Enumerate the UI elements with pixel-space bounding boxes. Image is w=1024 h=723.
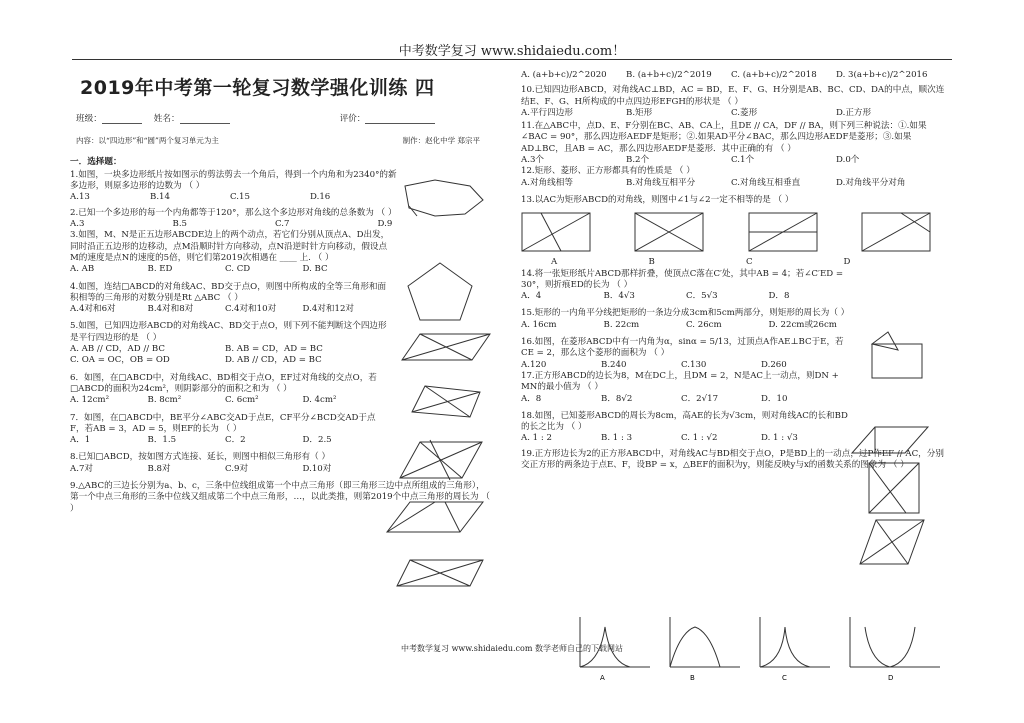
q10-text: 10.已知四边形ABCD，对角线AC⊥BD，AC = BD，E、F、G、H分别是AB、BC、CD、DA的中点，顺次连结E、F、G、H所构成的中点四边形EFGH的形状是 （ ）: [521, 85, 945, 107]
q14-fold-figure: [858, 330, 928, 382]
q6-opt-a[interactable]: A. 12cm²: [70, 395, 110, 406]
q10-opt-d[interactable]: D.正方形: [836, 107, 872, 118]
q10-opt-a[interactable]: A.平行四边形: [521, 107, 573, 118]
q1-options: [70, 192, 400, 203]
question-10: [521, 85, 951, 119]
q11-options: [521, 155, 951, 166]
q5-options-2: [70, 355, 390, 366]
question-14: [521, 269, 861, 303]
q4-opt-a[interactable]: A.4对和6对: [70, 304, 116, 315]
q16-opt-b[interactable]: B.240: [601, 359, 627, 370]
q11-text: 11.在△ABC中，点D、E、F分别在BC、AB、CA上，且DE // CA，DF // BA，则下列三种说法：①.如果∠BAC = 90°，那么四边形AEDF是矩形；②.如果AD平分∠BAC，那么四边形AEDF是菱形；③.如果AD⊥BC，且AB = AC，那么四边形AEDF是菱形．其中正确的有 （ ）: [521, 121, 927, 154]
q4-options: [70, 304, 390, 315]
q1-polygon-figure: [395, 178, 485, 218]
q9-opt-a[interactable]: A. (a+b+c)/2^2020: [521, 70, 607, 80]
q5-opt-c[interactable]: C. OA = OC，OB = OD: [70, 355, 170, 366]
q16-opt-d[interactable]: D.260: [761, 359, 787, 370]
q3-text: 3.如图，M、N是正五边形ABCDE边上的两个动点，若它们分别从顶点A、D出发，同时沿正五边形的边移动，点M沿顺时针方向移动，点N沿逆时针方向移动，假设点M的速度是点N的速度的5倍，则它们第2019次相遇在 ____ 上. （ ）: [70, 230, 390, 263]
q17-opt-c[interactable]: C．2√17: [681, 393, 719, 404]
author-note: 制作：赵化中学 郑宗平: [402, 136, 480, 146]
q14-opt-d[interactable]: D．8: [768, 291, 790, 302]
q18-rhombus-figure: [858, 518, 928, 568]
name-label: 姓名：: [153, 114, 180, 124]
q12-opt-a[interactable]: A.对角线相等: [521, 177, 573, 188]
class-label: 班级：: [76, 114, 102, 124]
header-rule: [72, 59, 952, 60]
q14-opt-c[interactable]: C．5√3: [686, 291, 718, 302]
q2-text: 2.已知一个多边形的每一个内角都等于120°，那么这个多边形对角线的总条数为 （ ）: [70, 207, 397, 218]
q11-opt-c[interactable]: C.1个: [731, 155, 755, 166]
q17-options: [521, 394, 851, 405]
q7-opt-d[interactable]: D．2.5: [302, 435, 332, 446]
q3-pentagon-figure: [400, 258, 480, 323]
q5-text: 5.如图，已知四边形ABCD的对角线AC、BD交于点O，则下列不能判断这个四边形是平行四边形的是 （ ）: [70, 321, 387, 343]
q17-square-figure: [868, 462, 920, 514]
q12-text: 12.矩形、菱形、正方形都具有的性质是 （ ）: [521, 166, 695, 177]
question-8: [70, 452, 390, 475]
q17-opt-a[interactable]: A．8: [521, 393, 542, 404]
q8-text: 8.已知□ABCD，按如图方式连接、延长，则图中相似三角形有（ ）: [70, 452, 331, 463]
question-7: [70, 413, 390, 447]
q1-opt-b[interactable]: B.14: [150, 192, 170, 203]
q13-figure-d[interactable]: [861, 212, 931, 257]
q7-text: 7．如图，在□ABCD中，BE平分∠ABC交AD于点E，CF平分∠BCD交AD于点F，若AB = 3，AD = 5，则EF的长为 （ ）: [70, 412, 376, 434]
q13-figure-a[interactable]: [521, 212, 591, 257]
section-heading: 一．选择题：: [70, 156, 122, 167]
q19-label-b: B: [690, 674, 695, 682]
q8-options: [70, 464, 390, 475]
q18-opt-a[interactable]: A. 1 : 2: [521, 433, 552, 444]
q12-opt-c[interactable]: C.对角线互相垂直: [731, 177, 801, 188]
q4-opt-c[interactable]: C.4对和10对: [225, 304, 277, 315]
q19-text: 19.正方形边长为2的正方形ABCD中，对角线AC与BD相交于点O，P是BD上的一动点，过P作EF // AC，分别交正方形的两条边于点E、F，设BP = x，△BEF的面积为y，则能反映y与x的函数关系的图象为 （ ）: [521, 448, 944, 471]
q13-opt-c[interactable]: C: [746, 257, 753, 268]
q15-options: [521, 320, 861, 331]
q19-label-c: C: [782, 674, 787, 682]
q10-opt-b[interactable]: B.矩形: [626, 107, 653, 118]
q13-text: 13.以AC为矩形ABCD的对角线，则图中∠1与∠2一定不相等的是 （ ）: [521, 194, 794, 205]
q13-options: [521, 257, 951, 268]
q18-options: [521, 433, 851, 444]
q7-options: [70, 435, 390, 446]
q11-opt-a[interactable]: A.3个: [521, 155, 544, 166]
q14-text: 14.将一张矩形纸片ABCD那样折叠，使顶点C落在C′处，其中AB = 4；若∠C′ED = 30°，则折痕ED的长为 （ ）: [521, 268, 844, 290]
student-info-row: [76, 114, 490, 125]
q8-opt-a[interactable]: A.7对: [70, 463, 93, 474]
q14-opt-b[interactable]: B．4√3: [603, 291, 635, 302]
q14-options: [521, 291, 861, 302]
site-header: 中考数学复习 www.shidaiedu.com！: [398, 44, 626, 59]
question-18: [521, 411, 851, 445]
q7-parallelogram-figure: [385, 500, 485, 535]
q16-rhombus-figure: [850, 425, 930, 455]
q2-opt-b[interactable]: B.5: [172, 219, 188, 230]
q5-quadrilateral-figure: [410, 384, 485, 419]
q18-opt-d[interactable]: D. 1 : √3: [761, 433, 798, 444]
question-6: [70, 373, 390, 407]
q5-opt-b[interactable]: B. AB = CD，AD = BC: [225, 344, 323, 355]
q15-text: 15.矩形的一内角平分线把矩形的一条边分成3cm和5cm两部分，则矩形的周长为（ ）: [521, 308, 850, 319]
q5-options-1: [70, 344, 390, 355]
class-blank[interactable]: [102, 114, 142, 124]
worksheet-title: 2019年中考第一轮复习数学强化训练 四: [80, 77, 435, 99]
q6-shaded-parallelogram-figure: [400, 440, 485, 480]
q18-opt-c[interactable]: C. 1 : √2: [681, 433, 718, 444]
site-footer: 中考数学复习 www.shidaiedu.com 数学老师自己的下载网站: [401, 644, 623, 653]
q9-opt-b[interactable]: B. (a+b+c)/2^2019: [626, 70, 712, 80]
q13-figures: [521, 212, 951, 257]
q10-options: [521, 108, 951, 119]
question-16: [521, 337, 851, 371]
question-12: [521, 166, 951, 189]
q6-text: 6．如图，在□ABCD中，对角线AC、BD相交于点O，EF过对角线的交点O，若□ABCD的面积为24cm²，则阴影部分的面积之和为 （ ）: [70, 372, 377, 394]
q3-opt-b[interactable]: B. ED: [147, 264, 173, 275]
q6-opt-c[interactable]: C. 6cm²: [225, 395, 259, 406]
q19-label-d: D: [888, 674, 894, 682]
question-13: [521, 195, 951, 269]
q12-opt-b[interactable]: B.对角线互相平分: [626, 177, 696, 188]
q18-opt-b[interactable]: B. 1 : 3: [601, 433, 633, 444]
q9-options: [521, 70, 951, 81]
q13-opt-d[interactable]: D: [843, 257, 851, 268]
question-1: [70, 170, 400, 204]
q18-text: 18.如图，已知菱形ABCD的周长为8cm，高AE的长为√3cm，则对角线AC的长和BD的长之比为 （ ）: [521, 410, 848, 433]
score-label: 评价：: [339, 114, 366, 124]
q16-opt-c[interactable]: C.130: [681, 359, 707, 370]
q16-options: [521, 360, 851, 371]
q13-figure-b[interactable]: [634, 212, 704, 257]
question-4: [70, 282, 390, 316]
q2-opt-a[interactable]: A.3: [70, 219, 85, 230]
q11-opt-d[interactable]: D.0个: [836, 155, 860, 166]
q6-opt-b[interactable]: B. 8cm²: [147, 395, 182, 406]
name-blank[interactable]: [180, 114, 230, 124]
q9-text: 9.△ABC的三边长分别为a、b、c，三条中位线组成第一个中点三角形（即三角形三边中点所组成的三角形），第一个中点三角形的三条中位线又组成第二个中点三角形，…，以此类推，则第2019个中点三角形的周长为 （ ）: [70, 481, 490, 514]
q3-opt-a[interactable]: A. AB: [70, 264, 95, 275]
score-blank[interactable]: [365, 114, 435, 124]
q3-opt-d[interactable]: D. BC: [302, 264, 328, 275]
q1-text: 1.如图，一块多边形纸片按如图示的剪法剪去一个角后，得到一个内角和为2340°的新多边形，则原多边形的边数为 （ ）: [70, 169, 397, 192]
q8-opt-d[interactable]: D.10对: [302, 463, 332, 474]
question-5: [70, 321, 390, 366]
q17-text: 17.正方形ABCD的边长为8，M在DC上，且DM = 2，N是AC上一动点，则DN + MN的最小值为 （ ）: [521, 370, 839, 393]
q17-opt-d[interactable]: D．10: [761, 393, 788, 404]
q16-text: 16.如图，在菱形ABCD中有一内角为α，sinα = 5/13，过顶点A作AE⊥BC于E，若CE = 2，那么这个菱形的面积为 （ ）: [521, 337, 844, 359]
q2-options: [70, 219, 490, 230]
q1-opt-c[interactable]: C.15: [230, 192, 250, 203]
q13-opt-a[interactable]: A: [551, 257, 558, 268]
q12-opt-d[interactable]: D.对角线平分对角: [836, 177, 906, 188]
q5-opt-d[interactable]: D. AB // CD，AD = BC: [225, 355, 322, 366]
q9-opt-d[interactable]: D. 3(a+b+c)/2^2016: [836, 70, 928, 80]
q11-opt-b[interactable]: B.2个: [626, 155, 650, 166]
q5-opt-a[interactable]: A. AB // CD，AD // BC: [70, 344, 165, 355]
question-3: [70, 230, 390, 275]
q4-parallelogram-figure: [402, 332, 492, 362]
q1-opt-d[interactable]: D.16: [310, 192, 331, 203]
q2-opt-c[interactable]: C.7: [275, 219, 290, 230]
q17-opt-b[interactable]: B．8√2: [601, 393, 633, 404]
content-note: 内容：以“四边形”和“圆”两个复习单元为主: [76, 136, 219, 146]
q13-figure-c[interactable]: [748, 212, 818, 257]
note-row: [76, 135, 490, 146]
q19-label-a: A: [600, 674, 605, 682]
q2-opt-d[interactable]: D.9: [377, 219, 393, 230]
q12-options: [521, 178, 951, 189]
q7-opt-a[interactable]: A．1: [70, 435, 91, 446]
q15-opt-b[interactable]: B. 22cm: [603, 319, 640, 330]
question-11: [521, 121, 951, 166]
right-column: [521, 70, 951, 471]
q8-parallelogram-figure: [395, 558, 485, 588]
q8-opt-c[interactable]: C.9对: [225, 463, 249, 474]
q4-opt-b[interactable]: B.4对和8对: [147, 304, 194, 315]
q6-options: [70, 395, 390, 406]
q15-opt-d[interactable]: D. 22cm或26cm: [768, 319, 837, 330]
q7-opt-b[interactable]: B．1.5: [147, 435, 177, 446]
q8-opt-b[interactable]: B.8对: [147, 463, 171, 474]
q15-opt-a[interactable]: A. 16cm: [521, 319, 557, 330]
q13-opt-b[interactable]: B: [648, 257, 655, 268]
q4-opt-d[interactable]: D.4对和12对: [302, 304, 354, 315]
q14-opt-a[interactable]: A．4: [521, 291, 542, 302]
q15-opt-c[interactable]: C. 26cm: [686, 319, 722, 330]
question-17: [521, 371, 851, 405]
q3-options: [70, 264, 390, 275]
q1-opt-a[interactable]: A.13: [70, 192, 90, 203]
q7-opt-c[interactable]: C．2: [225, 435, 246, 446]
q9-opt-c[interactable]: C. (a+b+c)/2^2018: [731, 70, 817, 80]
question-15: [521, 308, 861, 331]
q16-opt-a[interactable]: A.120: [521, 359, 547, 370]
q4-text: 4.如图，连结□ABCD的对角线AC、BD交于点O，则图中所构成的全等三角形和面积相等的三角形的对数分别是Rt △ABC （ ）: [70, 281, 387, 303]
q6-opt-d[interactable]: D. 4cm²: [302, 395, 337, 406]
q10-opt-c[interactable]: C.菱形: [731, 107, 758, 118]
q3-opt-c[interactable]: C. CD: [225, 264, 251, 275]
